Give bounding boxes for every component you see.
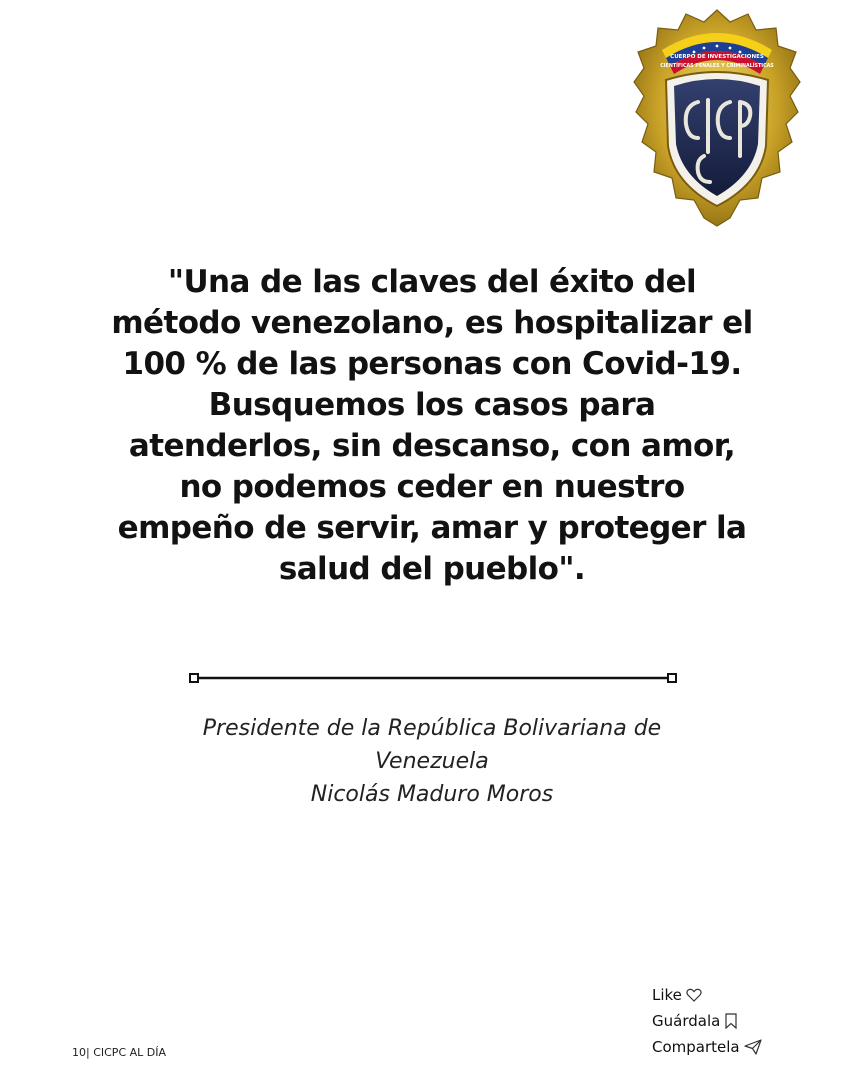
paper-plane-icon (744, 1039, 762, 1055)
divider-line (189, 672, 677, 684)
like-action[interactable] (652, 982, 762, 1008)
save-action[interactable] (652, 1008, 762, 1034)
attribution (150, 712, 714, 811)
social-actions (652, 982, 762, 1060)
attribution-name: Nicolás Maduro Moros (310, 782, 554, 807)
like-label: Like (652, 986, 682, 1004)
save-label: Guárdala (652, 1012, 721, 1030)
heart-icon (686, 988, 702, 1002)
cicpc-badge-logo (632, 6, 802, 232)
share-action[interactable] (652, 1034, 762, 1060)
share-label: Compartela (652, 1038, 740, 1056)
quote-text: "Una de las claves del éxito del método venezolano, es hospitalizar el 100 % de las personas con Covid-19. Busquemos los casos para atenderlos, sin descanso, con amor, no podemos ceder en nuestro empeño de servir, amar y proteger la salud del pueblo". (111, 264, 753, 587)
badge-arc-text-2: CIENTÍFICAS PENALES Y CRIMINALÍSTICAS (660, 64, 774, 69)
badge-arc-text-1: CUERPO DE INVESTIGACIONES (670, 54, 764, 60)
bookmark-icon (724, 1013, 738, 1029)
page-footer: 10| CICPC AL DÍA (72, 1046, 167, 1059)
attribution-title: Presidente de la República Bolivariana de Venezuela (202, 716, 662, 774)
